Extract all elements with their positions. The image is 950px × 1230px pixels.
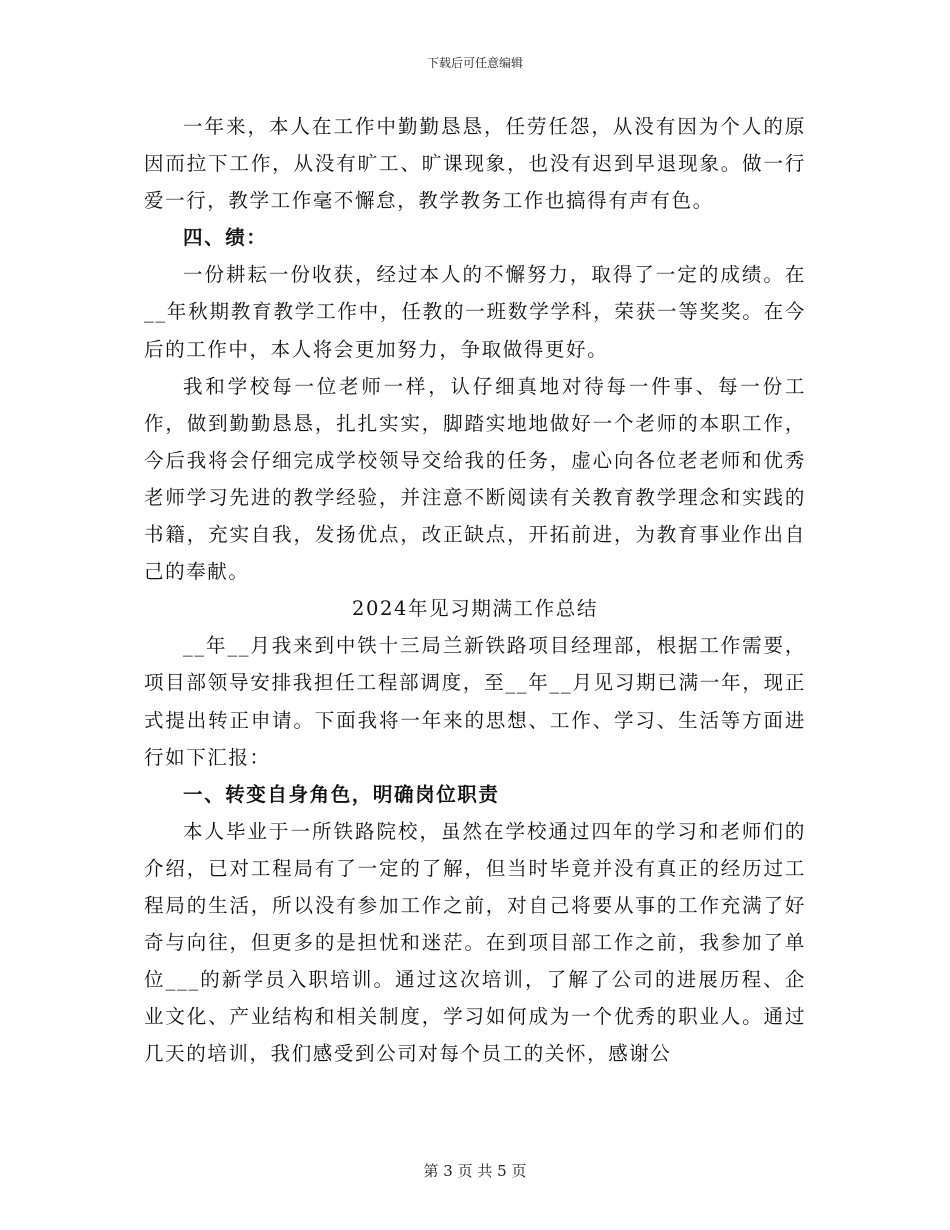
section-heading-role-change: 一、转变自身角色，明确岗位职责 <box>183 782 500 806</box>
paragraph-introduction: __年__月我来到中铁十三局兰新铁路项目经理部，根据工作需要，项目部领导安排我担任工程部调度，至__年__月见习期已满一年，现正式提出转正申请。下面我将一年来的思想、工作、学习、生活等方面进行如下汇报： <box>144 634 806 769</box>
paragraph-role-change: 本人毕业于一所铁路院校，虽然在学校通过四年的学习和老师们的介绍，已对工程局有了一定的了解，但当时毕竟并没有真正的经历过工程局的生活，所以没有参加工作之前，对自己将要从事的工作充满了好奇与向往，但更多的是担忧和迷茫。在到项目部工作之前，我参加了单位___的新学员入职培训。通过这次培训，了解了公司的进展历程、企业文化、产业结构和相关制度，学习如何成为一个优秀的职业人。通过几天的培训，我们感受到公司对每个员工的关怀，感谢公 <box>144 819 806 1066</box>
document-title: 2024年见习期满工作总结 <box>352 597 598 621</box>
section-heading-achievements: 四、绩： <box>183 226 268 250</box>
paragraph-future-plans: 我和学校每一位老师一样，认仔细真地对待每一件事、每一份工作，做到勤勤恳恳，扎扎实实，脚踏实地地做好一个老师的本职工作，今后我将会仔细完成学校领导交给我的任务，虚心向各位老老师和优秀老师学习先进的教学经验，并注意不断阅读有关教育教学理念和实践的书籍，充实自我，发扬优点，改正缺点，开拓前进，为教育事业作出自己的奉献。 <box>144 374 806 584</box>
document-body <box>144 108 806 1072</box>
page-number-footer: 第 3 页 共 5 页 <box>423 1162 527 1180</box>
page-header: 下载后可任意编辑 <box>426 56 523 70</box>
paragraph-achievements: 一份耕耘一份收获，经过本人的不懈努力，取得了一定的成绩。在__年秋期教育教学工作中，任教的一班数学学科，荣获一等奖奖。在今后的工作中，本人将会更加努力，争取做得更好。 <box>144 263 806 361</box>
paragraph-work-attitude: 一年来，本人在工作中勤勤恳恳，任劳任怨，从没有因为个人的原因而拉下工作，从没有旷工、旷课现象，也没有迟到早退现象。做一行爱一行，教学工作毫不懈怠，教学教务工作也搞得有声有色。 <box>144 115 806 213</box>
